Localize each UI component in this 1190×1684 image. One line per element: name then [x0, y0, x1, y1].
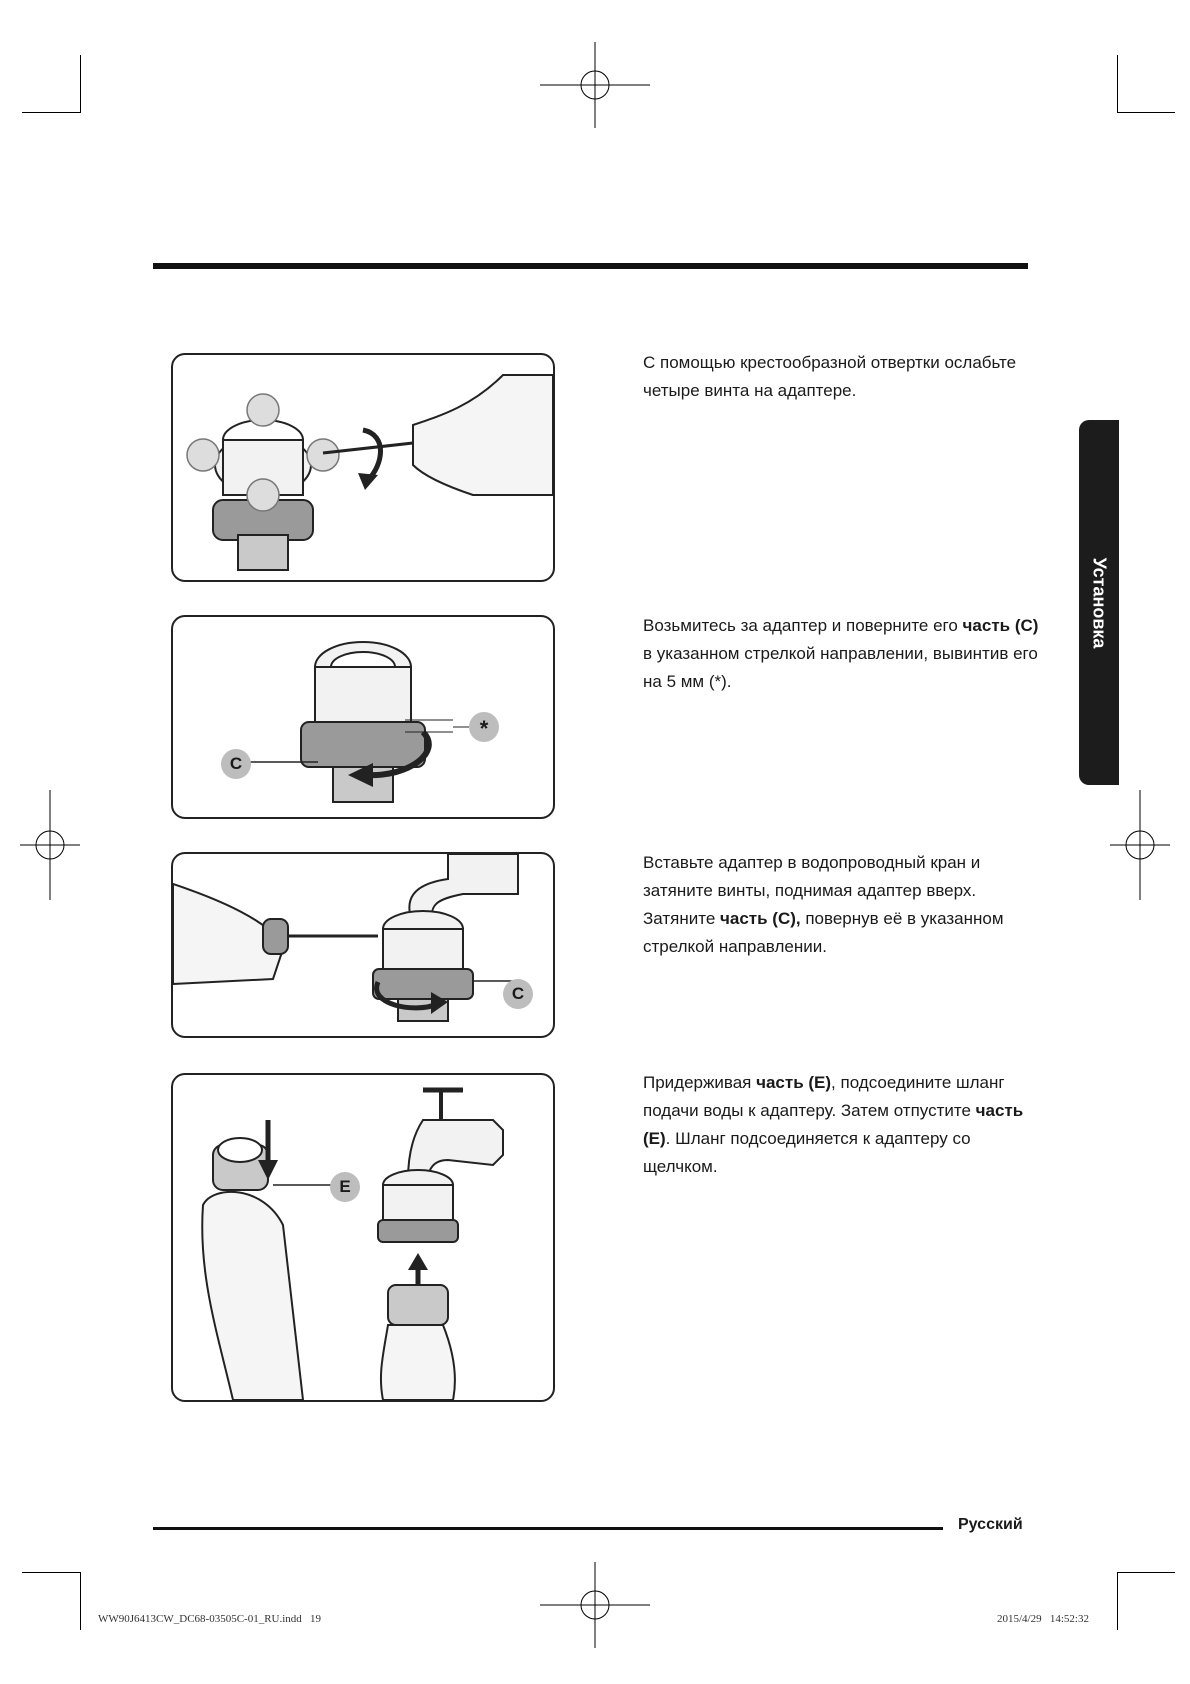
- step-4-text-before: Придерживая: [643, 1073, 757, 1092]
- callout-c: C: [221, 749, 251, 779]
- figure-loosen-screws: [171, 353, 555, 582]
- crop-mark: [1117, 1572, 1118, 1630]
- adapter-on-tap-illustration: [173, 854, 553, 1036]
- crop-mark: [1117, 112, 1175, 113]
- step-2-bold: часть (C): [962, 616, 1039, 635]
- crop-mark: [80, 55, 81, 113]
- hose-connection-illustration: [173, 1075, 553, 1400]
- figure-attach-to-tap: [171, 852, 555, 1038]
- registration-mark-right: [1110, 790, 1170, 900]
- step-1-body: С помощью крестообразной отвертки ослабьте четыре винта на адаптере.: [643, 353, 1017, 400]
- step-1-text: [643, 349, 1043, 405]
- header-rule: [153, 263, 1028, 269]
- callout-c: C: [503, 979, 533, 1009]
- step-3-text-before: Вставьте адаптер в водопроводный кран и затяните винты, поднимая адаптер вверх. Затяните: [643, 853, 981, 928]
- figure-connect-hose: [171, 1073, 555, 1402]
- adapter-screwdriver-illustration: [173, 355, 553, 580]
- callout-asterisk: *: [469, 712, 499, 742]
- step-4-bold: часть (E): [756, 1073, 832, 1092]
- step-4-text: [643, 1069, 1043, 1181]
- registration-mark-left: [20, 790, 80, 900]
- slug-filename: WW90J6413CW_DC68-03505C-01_RU.indd 19: [98, 1613, 322, 1625]
- crop-mark: [80, 1572, 81, 1630]
- callout-e: E: [330, 1172, 360, 1202]
- step-2-text-before: Возьмитесь за адаптер и поверните его: [643, 616, 963, 635]
- crop-mark: [22, 112, 80, 113]
- registration-mark-top: [540, 42, 650, 128]
- crop-mark: [1117, 55, 1118, 113]
- step-4-bold-2: часть (E): [643, 1101, 1024, 1148]
- step-2-text-after: в указанном стрелкой направлении, вывинтив его на 5 мм (*).: [643, 644, 1038, 691]
- crop-mark: [1117, 1572, 1175, 1573]
- section-tab: [1079, 420, 1119, 785]
- step-2-text: [643, 612, 1043, 696]
- crop-mark: [22, 1572, 80, 1573]
- slug-timestamp: 2015/4/29 14:52:32: [997, 1613, 1089, 1625]
- step-3-bold: часть (C),: [720, 909, 801, 928]
- step-3-text-after: повернув её в указанном стрелкой направлении.: [643, 909, 1004, 956]
- step-3-text: [643, 849, 1043, 961]
- registration-mark-bottom: [540, 1562, 650, 1648]
- section-tab-label: Установка: [1089, 557, 1110, 648]
- step-4-text-after: . Шланг подсоединяется к адаптеру со щелчком.: [643, 1129, 971, 1176]
- footer-language: Русский: [958, 1516, 1023, 1533]
- step-4-text-middle: , подсоедините шланг подачи воды к адаптеру. Затем отпустите: [643, 1073, 1005, 1120]
- figure-unscrew-part-c: [171, 615, 555, 819]
- footer-rule: [153, 1527, 943, 1530]
